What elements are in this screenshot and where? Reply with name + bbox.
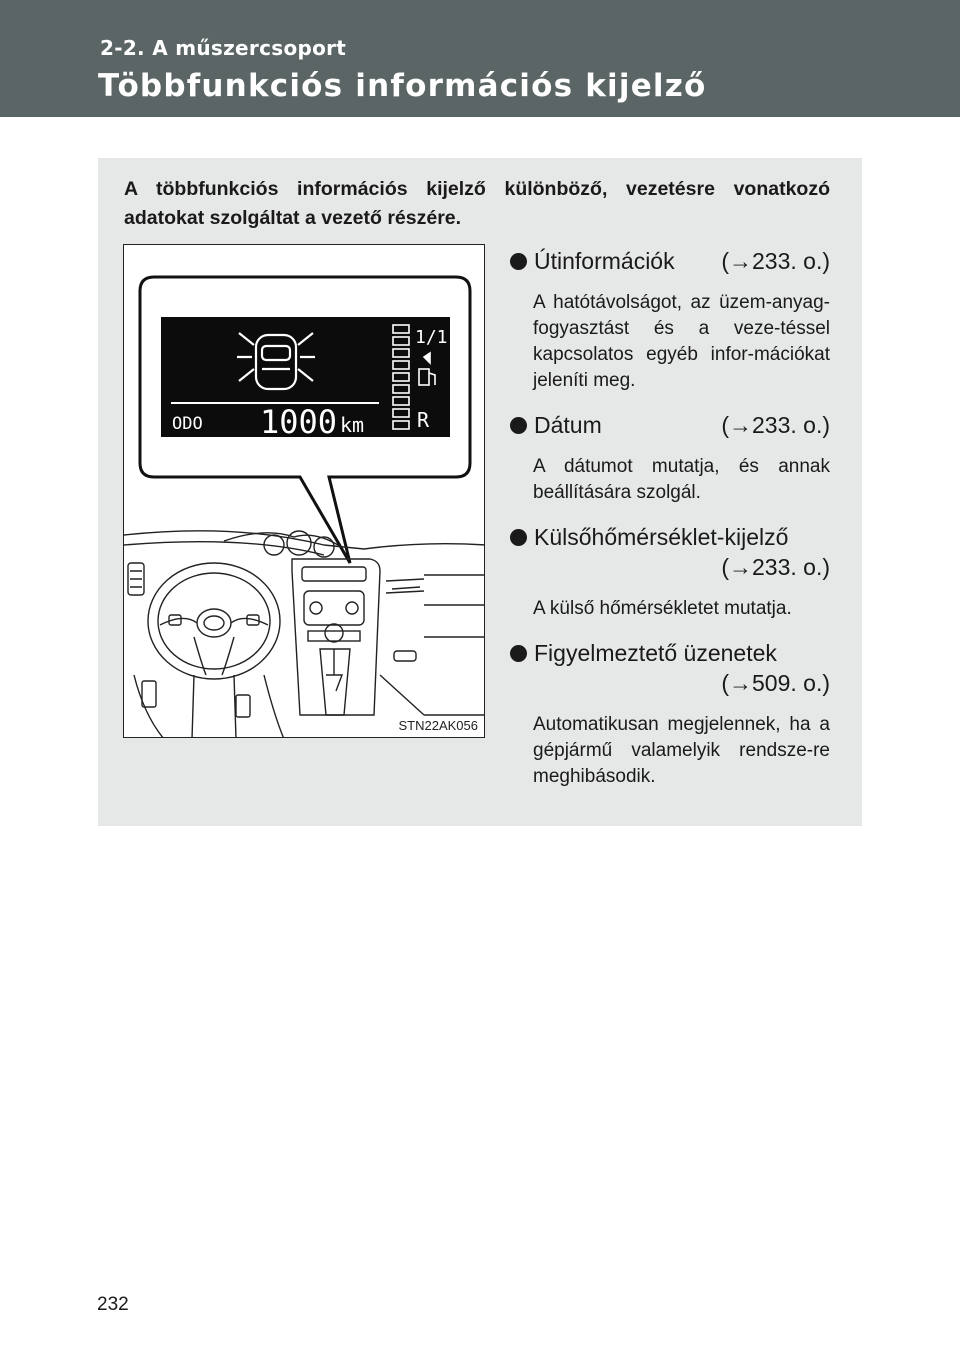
list-item-date [510, 410, 830, 506]
list-item-warning-messages [510, 638, 830, 790]
odo-label: ODO [172, 414, 203, 434]
item-description: Automatikusan megjelennek, ha a gépjármű valamelyik rendsze-re meghibásodik. [533, 714, 830, 787]
dashboard-illustration [123, 244, 485, 738]
list-item-trip-info [510, 246, 830, 394]
item-description: A külső hőmérsékletet mutatja. [533, 598, 792, 619]
item-label: Dátum [534, 412, 602, 438]
page-reference: (→233. o.) [721, 412, 830, 438]
page-title: Többfunkciós információs kijelző [98, 68, 707, 104]
odo-value: 1000 [260, 403, 338, 441]
figure-code: STN22AK056 [398, 718, 478, 733]
page-reference: (→509. o.) [721, 670, 830, 696]
item-label: Külsőhőmérséklet-kijelző [534, 524, 789, 550]
bullet-icon [510, 253, 527, 270]
section-title: 2-2. A műszercsoport [100, 36, 347, 60]
item-description: A hatótávolságot, az üzem-anyag-fogyasztást és a veze-téssel kapcsolatos egyéb infor-mációkat jeleníti meg. [533, 292, 830, 391]
item-description: A dátumot mutatja, és annak beállítására szolgál. [533, 456, 830, 503]
page-header [0, 0, 960, 117]
feature-list [510, 246, 830, 806]
bullet-icon [510, 417, 527, 434]
fraction-readout: 1/1 [415, 327, 448, 348]
list-item-outside-temperature [510, 522, 830, 622]
item-label: Útinformációk [534, 248, 675, 274]
dashboard-drawing [124, 245, 485, 738]
odo-unit: km [340, 413, 365, 437]
bullet-icon [510, 645, 527, 662]
gear-readout: R [417, 408, 430, 432]
bullet-icon [510, 529, 527, 546]
page-reference: (→233. o.) [721, 248, 830, 274]
dashboard-line-art [124, 531, 485, 738]
intro-text: A többfunkciós információs kijelző különböző, vezetésre vonatkozó adatokat szolgáltat a vezető részére. [124, 178, 830, 229]
page-reference: (→233. o.) [721, 554, 830, 580]
page-number: 232 [97, 1294, 129, 1315]
item-label: Figyelmeztető üzenetek [534, 640, 777, 666]
